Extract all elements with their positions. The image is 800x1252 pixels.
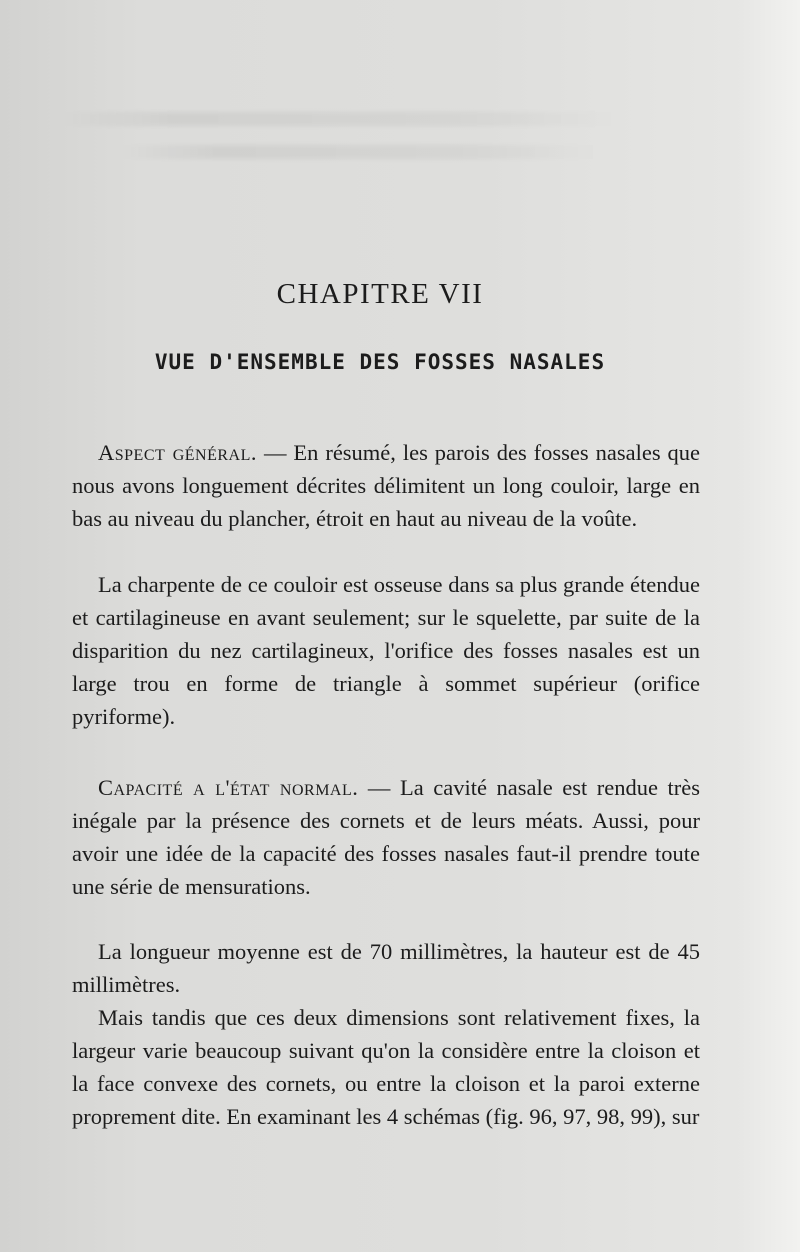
- paragraph-charpente: La charpente de ce couloir est osseuse dans sa plus grande étendue et cartilagineuse en avant seulement; sur le squelette, par suite de la disparition du nez cartilagineux, l'orifice des fosses nasales est un large trou en forme de triangle à sommet supérieur (orifice pyriforme).: [72, 572, 700, 729]
- section-heading-capacite: Capacité a l'état normal.: [98, 775, 359, 800]
- paragraph-largeur: Mais tandis que ces deux dimensions sont relativement fixes, la largeur varie beaucoup suivant qu'on la considère entre la cloison et la face convexe des cornets, ou entre la cloison et la paroi externe proprement dite. En examinant les 4 schémas (fig. 96, 97, 98, 99), sur: [72, 1005, 700, 1129]
- paragraph-longueur: La longueur moyenne est de 70 millimètres, la hauteur est de 45 millimètres.: [72, 939, 700, 997]
- paragraph-text: — La cavité nasale est rendue très inégale par la présence des cornets et de leurs méats. Aussi, pour avoir une idée de la capacité des fosses nasales faut-il prendre toute une série de mensurations.: [72, 775, 700, 899]
- paragraph-text: — En résumé, les parois des fosses nasales que nous avons longuement décrites délimitent un long couloir, large en bas au niveau du plancher, étroit en haut au niveau de la voûte.: [72, 440, 701, 531]
- show-through-text: [120, 145, 600, 159]
- chapter-title: VUE D'ENSEMBLE DES FOSSES NASALES: [154, 350, 606, 374]
- show-through-text: [60, 112, 620, 126]
- section-heading-aspect-general: Aspect général.: [98, 440, 257, 465]
- paragraph-capacite: [72, 771, 700, 903]
- chapter-heading: CHAPITRE VII: [276, 278, 484, 310]
- paragraph-aspect-general: [72, 436, 700, 535]
